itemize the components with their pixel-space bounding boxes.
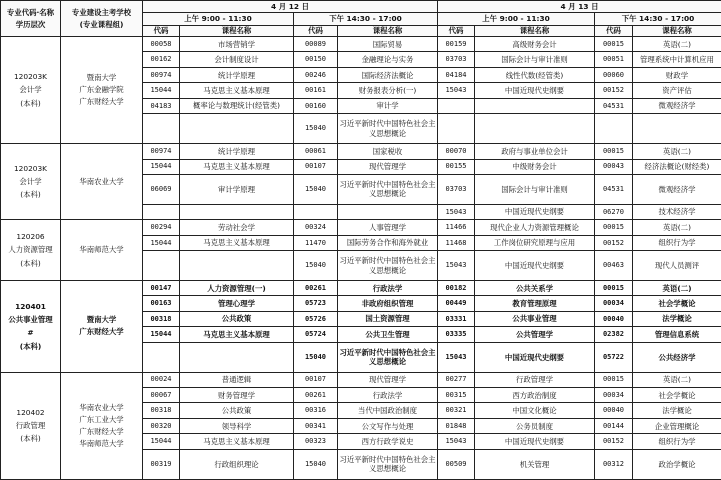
- course-code: 00320: [143, 418, 180, 433]
- header-code: 代码: [438, 25, 475, 36]
- course-name: 法学概论: [633, 311, 721, 326]
- course-code: 00043: [595, 159, 633, 174]
- course-code: 00246: [294, 67, 338, 82]
- course-code: 00034: [595, 296, 633, 311]
- course-name: 国家税收: [338, 144, 438, 159]
- course-name: 英语(二): [633, 220, 721, 235]
- header-name: 课程名称: [475, 25, 595, 36]
- course-code: 00318: [143, 403, 180, 418]
- course-name: [180, 114, 294, 144]
- header-major: 专业代码·名称 学历层次: [1, 1, 61, 37]
- course-name: 现代人员测评: [633, 251, 721, 281]
- table-row: [1, 372, 721, 387]
- course-name: 财务管理学: [180, 388, 294, 403]
- course-code: 00144: [595, 418, 633, 433]
- course-code: 06270: [595, 204, 633, 219]
- course-code: 15044: [143, 83, 180, 98]
- course-name: 社会学概论: [633, 388, 721, 403]
- course-name: 英语(二): [633, 37, 721, 52]
- course-code: 03331: [438, 311, 475, 326]
- course-code: 00162: [143, 52, 180, 67]
- course-code: 00067: [143, 388, 180, 403]
- course-code: 00315: [438, 388, 475, 403]
- course-name: 习近平新时代中国特色社会主义思想概论: [338, 449, 438, 479]
- course-name: 法学概论: [633, 403, 721, 418]
- course-name: 现代企业人力资源管理概论: [475, 220, 595, 235]
- course-name: 统计学原理: [180, 144, 294, 159]
- table-row: [1, 37, 721, 52]
- course-name: 劳动社会学: [180, 220, 294, 235]
- course-code: 15043: [438, 251, 475, 281]
- course-name: 中国近现代史纲要: [475, 83, 595, 98]
- course-code: 15044: [143, 235, 180, 250]
- course-name: 马克思主义基本原理: [180, 83, 294, 98]
- course-name: 国际劳务合作和海外就业: [338, 235, 438, 250]
- course-name: 人力资源管理(一): [180, 281, 294, 296]
- course-name: 技术经济学: [633, 204, 721, 219]
- course-name: 会计制度设计: [180, 52, 294, 67]
- course-code: 00463: [595, 251, 633, 281]
- course-code: 00051: [595, 52, 633, 67]
- course-name: 国际经济法概论: [338, 67, 438, 82]
- course-name: 马克思主义基本原理: [180, 327, 294, 342]
- course-name: 行政组织理论: [180, 449, 294, 479]
- course-code: 00061: [294, 144, 338, 159]
- school-cell: 暨南大学 广东财经大学: [61, 281, 143, 373]
- course-name: 当代中国政治制度: [338, 403, 438, 418]
- course-code: 00160: [294, 98, 338, 113]
- course-name: [180, 342, 294, 372]
- course-name: 审计学: [338, 98, 438, 113]
- course-name: 机关管理: [475, 449, 595, 479]
- course-name: 工作岗位研究原理与应用: [475, 235, 595, 250]
- course-name: 行政法学: [338, 388, 438, 403]
- course-code: 03703: [438, 52, 475, 67]
- course-name: 领导科学: [180, 418, 294, 433]
- course-name: 教育管理原理: [475, 296, 595, 311]
- course-name: 公共管理学: [475, 327, 595, 342]
- course-code: 00277: [438, 372, 475, 387]
- course-name: 组织行为学: [633, 235, 721, 250]
- course-code: [294, 204, 338, 219]
- course-code: 00070: [438, 144, 475, 159]
- school-cell: 暨南大学 广东金融学院 广东财经大学: [61, 37, 143, 144]
- course-code: 00509: [438, 449, 475, 479]
- major-cell: 120402 行政管理 (本科): [1, 372, 61, 479]
- course-code: 00015: [595, 37, 633, 52]
- course-code: [143, 114, 180, 144]
- course-code: [143, 204, 180, 219]
- course-name: 经济法概论(财经类): [633, 159, 721, 174]
- course-code: 00024: [143, 372, 180, 387]
- header-name: 课程名称: [338, 25, 438, 36]
- course-code: 00015: [595, 281, 633, 296]
- course-code: 15040: [294, 174, 338, 204]
- course-name: 英语(二): [633, 281, 721, 296]
- course-code: 00261: [294, 388, 338, 403]
- major-cell: 120203K 会计学 (本科): [1, 144, 61, 220]
- course-name: 普通逻辑: [180, 372, 294, 387]
- course-name: 人事管理学: [338, 220, 438, 235]
- course-name: 中国近现代史纲要: [475, 342, 595, 372]
- course-code: 00147: [143, 281, 180, 296]
- course-code: 05724: [294, 327, 338, 342]
- course-name: [338, 204, 438, 219]
- course-name: 财政学: [633, 67, 721, 82]
- course-code: 00058: [143, 37, 180, 52]
- course-name: 微观经济学: [633, 98, 721, 113]
- course-code: 00324: [294, 220, 338, 235]
- course-code: 00163: [143, 296, 180, 311]
- header-code: 代码: [294, 25, 338, 36]
- course-name: 中国近现代史纲要: [475, 251, 595, 281]
- course-name: 国土资源管理: [338, 311, 438, 326]
- course-code: 00161: [294, 83, 338, 98]
- course-name: 高级财务会计: [475, 37, 595, 52]
- header-date-2: 4 月 13 日: [438, 1, 721, 13]
- course-code: 15040: [294, 251, 338, 281]
- table-row: [1, 144, 721, 159]
- course-code: 00015: [595, 220, 633, 235]
- course-name: 公共事业管理: [475, 311, 595, 326]
- course-name: 现代管理学: [338, 372, 438, 387]
- school-cell: 华南农业大学 广东工业大学 广东财经大学 华南师范大学: [61, 372, 143, 479]
- course-code: 00318: [143, 311, 180, 326]
- header-pm-2: 下午 14:30 - 17:00: [595, 13, 721, 25]
- course-name: 行政法学: [338, 281, 438, 296]
- course-name: 微观经济学: [633, 174, 721, 204]
- course-code: 00316: [294, 403, 338, 418]
- course-code: 00294: [143, 220, 180, 235]
- course-name: 公共关系学: [475, 281, 595, 296]
- course-code: 00159: [438, 37, 475, 52]
- course-name: 马克思主义基本原理: [180, 434, 294, 449]
- course-code: 00015: [595, 372, 633, 387]
- course-code: 15040: [294, 342, 338, 372]
- course-name: 线性代数(经管类): [475, 67, 595, 82]
- course-code: 00152: [595, 83, 633, 98]
- course-name: 公共政策: [180, 403, 294, 418]
- header-code: 代码: [595, 25, 633, 36]
- course-code: 00323: [294, 434, 338, 449]
- course-name: 金融理论与实务: [338, 52, 438, 67]
- course-code: [143, 251, 180, 281]
- course-name: [475, 98, 595, 113]
- course-code: 00974: [143, 144, 180, 159]
- course-name: 中国近现代史纲要: [475, 434, 595, 449]
- course-code: 00060: [595, 67, 633, 82]
- course-code: 04531: [595, 174, 633, 204]
- major-cell: 120206 人力资源管理 (本科): [1, 220, 61, 281]
- course-name: 非政府组织管理: [338, 296, 438, 311]
- table-row: [1, 281, 721, 296]
- course-name: 财务报表分析(一): [338, 83, 438, 98]
- course-name: 西方政治制度: [475, 388, 595, 403]
- course-code: 05726: [294, 311, 338, 326]
- course-code: 11466: [438, 220, 475, 235]
- course-name: 中国文化概论: [475, 403, 595, 418]
- course-name: [475, 114, 595, 144]
- course-name: 政治学概论: [633, 449, 721, 479]
- course-code: 04531: [595, 98, 633, 113]
- major-cell: 120203K 会计学 (本科): [1, 37, 61, 144]
- course-code: 11470: [294, 235, 338, 250]
- course-name: 公共经济学: [633, 342, 721, 372]
- course-code: 00034: [595, 388, 633, 403]
- course-code: 05723: [294, 296, 338, 311]
- course-name: 审计学原理: [180, 174, 294, 204]
- course-code: 00152: [595, 434, 633, 449]
- course-name: 现代管理学: [338, 159, 438, 174]
- course-code: [143, 342, 180, 372]
- course-name: 习近平新时代中国特色社会主义思想概论: [338, 251, 438, 281]
- course-code: 04183: [143, 98, 180, 113]
- course-code: 15044: [143, 327, 180, 342]
- course-code: 00155: [438, 159, 475, 174]
- course-name: 国际贸易: [338, 37, 438, 52]
- course-name: 公共卫生管理: [338, 327, 438, 342]
- course-code: 00449: [438, 296, 475, 311]
- course-name: [633, 114, 721, 144]
- course-name: 马克思主义基本原理: [180, 235, 294, 250]
- header-pm-1: 下午 14:30 - 17:00: [294, 13, 438, 25]
- course-name: 国际会计与审计准则: [475, 174, 595, 204]
- course-code: [438, 98, 475, 113]
- course-code: 15044: [143, 434, 180, 449]
- course-name: 英语(二): [633, 372, 721, 387]
- course-code: 00040: [595, 311, 633, 326]
- course-name: 马克思主义基本原理: [180, 159, 294, 174]
- course-name: 英语(二): [633, 144, 721, 159]
- header-name: 课程名称: [633, 25, 721, 36]
- course-name: 习近平新时代中国特色社会主义思想概论: [338, 174, 438, 204]
- course-code: 15043: [438, 83, 475, 98]
- course-name: 公共政策: [180, 311, 294, 326]
- course-name: 统计学原理: [180, 67, 294, 82]
- course-name: [180, 204, 294, 219]
- course-code: 00150: [294, 52, 338, 67]
- course-name: 政府与事业单位会计: [475, 144, 595, 159]
- course-code: 00319: [143, 449, 180, 479]
- course-code: 05722: [595, 342, 633, 372]
- course-name: 中国近现代史纲要: [475, 204, 595, 219]
- course-name: 习近平新时代中国特色社会主义思想概论: [338, 342, 438, 372]
- header-school: 专业建设主考学校 (专业课程组): [61, 1, 143, 37]
- table-row: [1, 220, 721, 235]
- course-name: 中级财务会计: [475, 159, 595, 174]
- major-cell: 120401 公共事业管理 # (本科): [1, 281, 61, 373]
- course-name: 公务员制度: [475, 418, 595, 433]
- course-name: [180, 251, 294, 281]
- course-name: 管理信息系统: [633, 327, 721, 342]
- course-name: 公文写作与处理: [338, 418, 438, 433]
- course-code: 15043: [438, 434, 475, 449]
- header-date-1: 4 月 12 日: [143, 1, 438, 13]
- course-name: 企业管理概论: [633, 418, 721, 433]
- course-code: 00089: [294, 37, 338, 52]
- course-code: 11468: [438, 235, 475, 250]
- course-code: 15044: [143, 159, 180, 174]
- course-name: 习近平新时代中国特色社会主义思想概论: [338, 114, 438, 144]
- course-code: 00015: [595, 144, 633, 159]
- course-name: 资产评估: [633, 83, 721, 98]
- course-code: 00974: [143, 67, 180, 82]
- course-code: 00261: [294, 281, 338, 296]
- course-name: 西方行政学说史: [338, 434, 438, 449]
- course-code: 00341: [294, 418, 338, 433]
- course-code: 15040: [294, 114, 338, 144]
- course-name: 行政管理学: [475, 372, 595, 387]
- course-code: 06069: [143, 174, 180, 204]
- course-code: 15040: [294, 449, 338, 479]
- course-name: 社会学概论: [633, 296, 721, 311]
- course-code: 00107: [294, 159, 338, 174]
- school-cell: 华南农业大学: [61, 144, 143, 220]
- course-name: 概率论与数理统计(经管类): [180, 98, 294, 113]
- course-name: 管理心理学: [180, 296, 294, 311]
- course-name: 组织行为学: [633, 434, 721, 449]
- course-code: 03335: [438, 327, 475, 342]
- course-name: 管理系统中计算机应用: [633, 52, 721, 67]
- course-code: 02382: [595, 327, 633, 342]
- course-code: [595, 114, 633, 144]
- header-row-dates: [1, 1, 721, 13]
- course-code: 03703: [438, 174, 475, 204]
- course-code: 15043: [438, 342, 475, 372]
- school-cell: 华南师范大学: [61, 220, 143, 281]
- course-code: 04184: [438, 67, 475, 82]
- header-am-1: 上午 9:00 - 11:30: [143, 13, 294, 25]
- course-name: 国际会计与审计准则: [475, 52, 595, 67]
- course-name: 市场营销学: [180, 37, 294, 52]
- course-code: [438, 114, 475, 144]
- header-am-2: 上午 9:00 - 11:30: [438, 13, 595, 25]
- course-code: 00312: [595, 449, 633, 479]
- course-code: 00321: [438, 403, 475, 418]
- course-code: 15043: [438, 204, 475, 219]
- header-code: 代码: [143, 25, 180, 36]
- course-code: 00182: [438, 281, 475, 296]
- course-code: 00040: [595, 403, 633, 418]
- header-name: 课程名称: [180, 25, 294, 36]
- course-code: 00152: [595, 235, 633, 250]
- course-code: 01848: [438, 418, 475, 433]
- course-code: 00107: [294, 372, 338, 387]
